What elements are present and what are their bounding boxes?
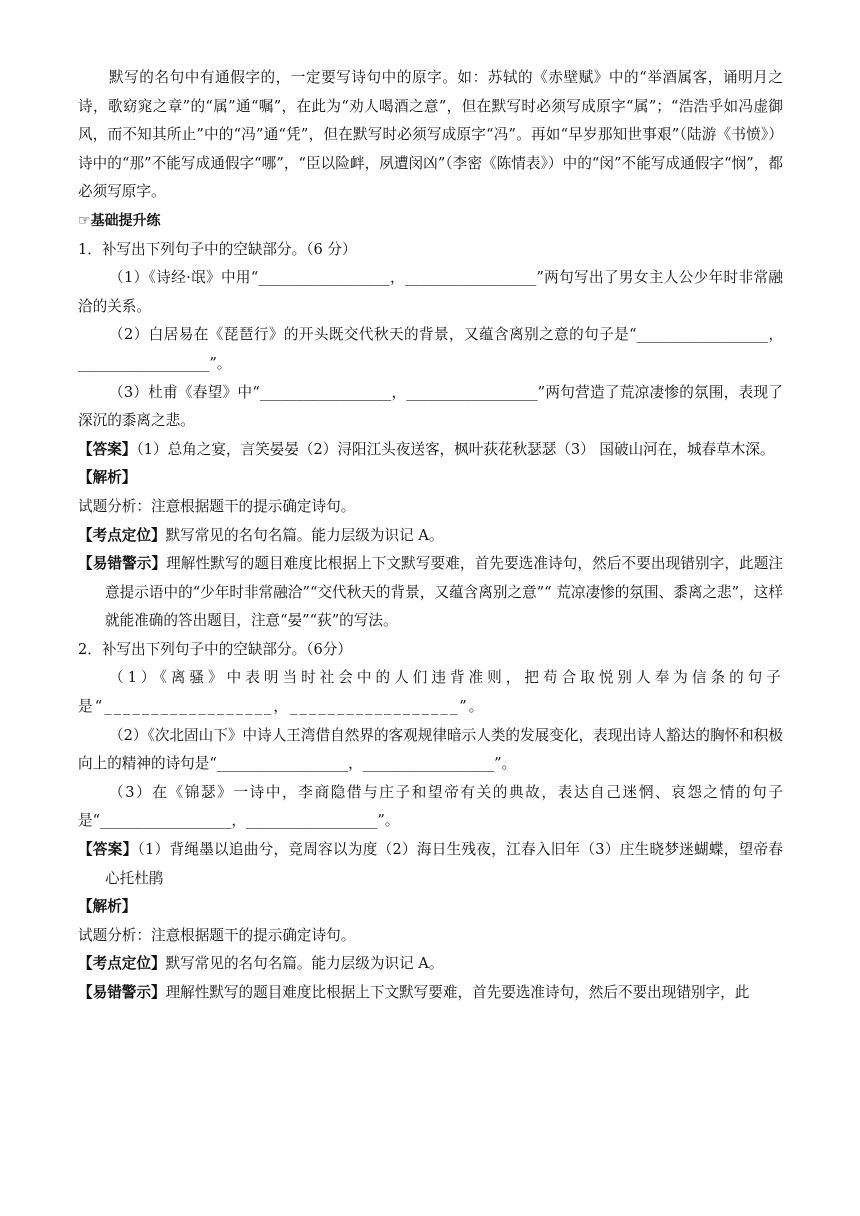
intro-paragraph: 默写的名句中有通假字的，一定要写诗句中的原字。如：苏轼的《赤壁赋》中的“举酒属客，诵明月之诗，歌窈窕之章”的“属”通“嘱”，在此为“劝人喝酒之意”，但在默写时必须写成原字“属”；“浩浩乎如冯虚御风，而不知其所止”中的“冯”通“凭”，但在默写时必须写成原字“冯”。再如“早岁那知世事艰”（陆游《书愤》）诗中的“那”不能写成通假字“哪”，“臣以险衅，夙遭闵凶”（李密《陈情表》）中的“闵”不能写成通假字“悯”，都必须写原字。	[78, 69, 783, 201]
question-2-answer	[78, 836, 783, 893]
question-1-item-1: （1）《诗经·氓》中用“__________________，__________________”两句写出了男女主人公少年时非常融洽的关系。	[78, 269, 783, 315]
question-1-analysis-heading	[78, 464, 783, 493]
answer-tag: 【答案】	[78, 440, 137, 458]
question-2-item-1: （1）《离骚》中表明当时社会中的人们违背准则，把苟合取悦别人奉为信条的句子是“__________________，__________________”。	[78, 669, 783, 716]
point-tag: 【考点定位】	[78, 526, 166, 544]
section-title: 基础提升练	[90, 212, 161, 229]
answer-tag: 【答案】	[78, 841, 138, 859]
point-text: 默写常见的名句名篇。能力层级为识记 A。	[165, 955, 444, 973]
document-body	[78, 64, 783, 1008]
question-1-title: 1．补写出下列句子中的空缺部分。（6 分）	[78, 240, 357, 258]
question-2-item-3: （3）在《锦瑟》一诗中，李商隐借与庄子和望帝有关的典故，表达自己迷惘、哀怨之情的句子是“__________________，__________________”。	[78, 783, 783, 830]
warning-tag: 【易错警示】	[78, 555, 167, 573]
question-1-item-2: （2）白居易在《琵琶行》的开头既交代秋天的背景，又蕴含离别之意的句子是“__________________，__________________”。	[78, 326, 783, 372]
question-2-title: 2．补写出下列句子中的空缺部分。（6分）	[78, 640, 352, 658]
question-1-analysis: 试题分析：注意根据题干的提示确定诗句。	[78, 497, 356, 515]
question-1-point	[78, 522, 783, 551]
analysis-tag: 【解析】	[78, 469, 137, 487]
analysis-tag: 【解析】	[78, 898, 137, 916]
question-2-analysis: 试题分析：注意根据题干的提示确定诗句。	[78, 926, 356, 944]
pointing-hand-icon: ☞	[78, 212, 91, 229]
question-2-analysis-heading	[78, 893, 783, 922]
question-1-warning	[78, 550, 783, 636]
answer-text: （1）总角之宴，言笑晏晏（2）浔阳江头夜送客，枫叶荻花秋瑟瑟（3） 国破山河在，城春草木深。	[136, 440, 775, 458]
point-tag: 【考点定位】	[78, 955, 166, 973]
question-2-item-2: （2）《次北固山下》中诗人王湾借自然界的客观规律暗示人类的发展变化，表现出诗人豁达的胸怀和积极向上的精神的诗句是“__________________，__________________”。	[78, 726, 783, 773]
section-heading	[78, 207, 783, 236]
question-1-answer	[78, 436, 783, 465]
warning-text: 理解性默写的题目难度比根据上下文默写要难，首先要选准诗句，然后不要出现错别字，此题注意提示语中的“少年时非常融洽”“交代秋天的背景，又蕴含离别之意”“ 荒凉凄惨的氛围、黍离之悲”，这样就能准确的答出题目，注意“晏”“荻”的写法。	[105, 555, 783, 630]
question-1-item-3: （3）杜甫《春望》中“__________________，__________________”两句营造了荒凉凄惨的氛围，表现了深沉的黍离之悲。	[78, 383, 783, 430]
question-2-point	[78, 950, 783, 979]
point-text: 默写常见的名句名篇。能力层级为识记 A。	[165, 526, 444, 544]
answer-text: （1）背绳墨以追曲兮，竞周容以为度（2）海日生残夜，江春入旧年（3）庄生晓梦迷蝴蝶，望帝春心托杜鹃	[105, 841, 783, 887]
warning-tag: 【易错警示】	[78, 984, 166, 1001]
warning-text: 理解性默写的题目难度比根据上下文默写要难，首先要选准诗句，然后不要出现错别字，此	[165, 984, 750, 1001]
question-2-warning	[78, 979, 783, 1008]
